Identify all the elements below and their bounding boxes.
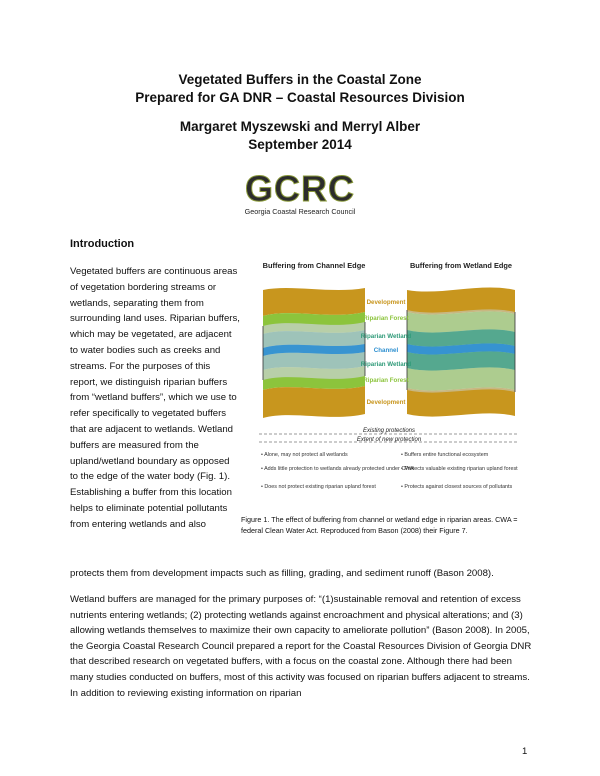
right-bullet-2: • Protects valuable existing riparian upland forest (401, 466, 518, 472)
new-protection-label: Extent of new protection (356, 437, 422, 443)
zone-label-wetland-bottom: Riparian Wetland (360, 361, 412, 368)
logo-letters: GCRC (245, 168, 355, 209)
right-panel (407, 284, 515, 434)
date: September 2014 (248, 137, 352, 152)
zone-label-forest-bottom: Riparian Forest (363, 377, 409, 384)
left-panel (263, 284, 365, 434)
zone-labels (361, 299, 412, 406)
existing-protections-label: Existing protections (362, 428, 416, 434)
logo-subtitle: Georgia Coastal Research Council (244, 207, 356, 216)
zone-label-development-top: Development (366, 299, 406, 306)
paragraph-1-column: Vegetated buffers are continuous areas of vegetation bordering streams or wetlands, separating them from surrounding land uses. Riparian buffers, which may be vegetated, are adjacent to water bodies such as creeks and streams. For the purposes of this report, we distinguish riparian buffers from “wetland buffers”, which we use to refer specifically to vegetated buffers that are adjacent to wetlands. Wetland buffers are measured from the upland/wetland boundary as opposed to the edge of the water body (Fig. 1). Establishing a buffer from this location helps to eliminate potential pollutants from entering wetlands and also (70, 266, 240, 530)
zone-label-wetland-top: Riparian Wetland (360, 333, 412, 340)
zone-label-channel: Channel (373, 347, 399, 354)
section-heading: Introduction (70, 238, 135, 250)
figure-1 (241, 252, 537, 510)
paragraph-2: Wetland buffers are managed for the primary purposes of: “(1)sustainable removal and retention of excess nutrients entering wetlands; (2) protecting wetlands against encroachment and physical alterations; and (3) allowing wetlands themselves to maximize their own capacity to ameliorate pollution” (Bason 2008). In 2005, the Georgia Coastal Research Council prepared a report for the Coastal Resources Division of Georgia DNR that described research on vegetated buffers, with a focus on the coastal zone. Although there had been many studies conducted on buffers, most of this activity was focused on riparian buffers adjacent to streams. In addition to reviewing existing information on riparian (70, 594, 532, 699)
right-panel-title: Buffering from Wetland Edge (409, 261, 513, 270)
right-bullet-3: • Protects against closest sources of pollutants (401, 484, 513, 490)
page-number: 1 (522, 746, 528, 757)
figure-caption: Figure 1. The effect of buffering from channel or wetland edge in riparian areas. CWA = federal Clean Water Act. Reproduced from Bason (2008) their Figure 7. (241, 515, 518, 536)
zone-label-development-bottom: Development (366, 399, 406, 406)
gcrc-logo (0, 168, 600, 218)
left-development-top (263, 288, 365, 316)
left-development-bottom (263, 386, 365, 418)
left-bullet-3: • Does not protect existing riparian upland forest (261, 484, 376, 490)
left-bullet-1: • Alone, may not protect all wetlands (261, 452, 348, 458)
left-bullets (261, 452, 414, 490)
paper-subtitle: Prepared for GA DNR – Coastal Resources Division (135, 90, 465, 105)
right-bullet-1: • Buffers entire functional ecosystem (401, 452, 489, 458)
buffer-diagram (241, 252, 537, 510)
zone-label-forest-top: Riparian Forest (363, 315, 409, 322)
paragraph-1-continuation: protects them from development impacts such as filling, grading, and sediment runoff (Bason 2008). (70, 568, 494, 579)
left-bullet-2: • Adds little protection to wetlands already protected under CWA (261, 466, 414, 472)
left-panel-title: Buffering from Channel Edge (262, 261, 366, 270)
right-bullets (401, 452, 518, 490)
paper-title: Vegetated Buffers in the Coastal Zone (178, 72, 422, 87)
authors: Margaret Myszewski and Merryl Alber (179, 119, 421, 134)
